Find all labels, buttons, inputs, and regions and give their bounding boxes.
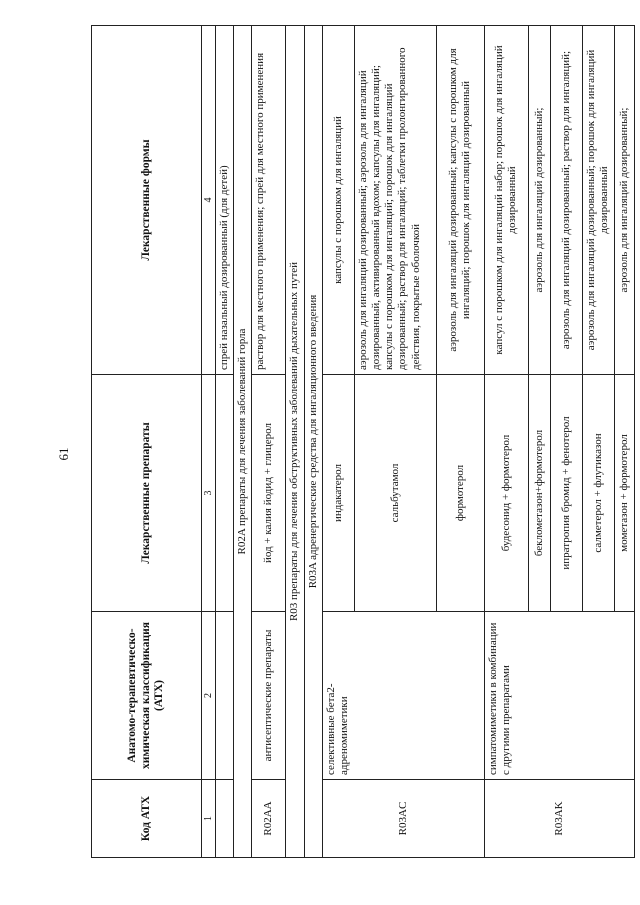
form-cell: раствор для местного применения; спрей для местного применения [252, 26, 286, 375]
section-row [234, 26, 252, 858]
drug-cell: формотерол [436, 375, 484, 612]
header-preparations: Лекарственные препараты [92, 375, 202, 612]
section-r03: R03 препараты для лечения обструктивных заболеваний дыхательных путей [286, 26, 304, 858]
table-row [322, 26, 354, 858]
form-cell: капсул с порошком для ингаляций набор; порошок для ингаляций дозированный [484, 26, 528, 375]
form-cell: аэрозоль для ингаляций дозированный; [528, 26, 550, 375]
atc-code: R03AK [484, 780, 634, 858]
classification-cell: селективные бета2-адреномиметики [322, 612, 484, 780]
drug-cell: беклометазон+формотерол [528, 375, 550, 612]
atc-code: R03AC [322, 780, 484, 858]
column-number: 4 [202, 26, 216, 375]
drug-cell: индакатерол [322, 375, 354, 612]
form-cell: спрей назальный дозированный (для детей) [216, 26, 234, 375]
drug-cell: будесонид + формотерол [484, 375, 528, 612]
header-forms: Лекарственные формы [92, 26, 202, 375]
section-r03a: R03A адренергические средства для ингаляционного введения [304, 26, 322, 858]
form-cell: аэрозоль для ингаляций дозированный; [614, 26, 634, 375]
form-cell: аэрозоль для ингаляций дозированный; порошок для ингаляций дозированный [582, 26, 614, 375]
drug-table [91, 25, 635, 858]
section-r02a: R02A препараты для лечения заболеваний горла [234, 26, 252, 858]
column-number: 1 [202, 780, 216, 858]
drug-cell: йод + калия йодид + глицерол [252, 375, 286, 612]
header-classification: Анатомо-терапевтическо-химическая классификация (АТХ) [92, 612, 202, 780]
table-row [484, 26, 528, 858]
table-row [216, 26, 234, 858]
section-row [304, 26, 322, 858]
column-number: 2 [202, 612, 216, 780]
form-cell: аэрозоль для ингаляций дозированный; аэрозоль для ингаляций дозированный, активированный вдохом; капсулы для ингаляций; капсулы с порошком для ингаляций; порошок для ингаляций дозированный; раствор для ингаляций; таблетки пролонгированного действия, покрытые оболочкой [354, 26, 436, 375]
form-cell: капсулы с порошком для ингаляций [322, 26, 354, 375]
drug-cell: салметерол + флутиказон [582, 375, 614, 612]
drug-cell: сальбутамол [354, 375, 436, 612]
classification-cell: антисептические препараты [252, 612, 286, 780]
header-code: Код АТХ [92, 780, 202, 858]
header-row [92, 26, 202, 858]
page-number: 61 [56, 447, 71, 461]
drug-cell: ипратропия бромид + фенотерол [550, 375, 582, 612]
drug-cell: мометазон + формотерол [614, 375, 634, 612]
column-number: 3 [202, 375, 216, 612]
section-row [286, 26, 304, 858]
atc-code: R02AA [252, 780, 286, 858]
column-number-row [202, 26, 216, 858]
form-cell: аэрозоль для ингаляций дозированный; капсулы с порошком для ингаляций; порошок для ингаляций дозированный [436, 26, 484, 375]
classification-cell: симпатомиметики в комбинации с другими препаратами [484, 612, 634, 780]
form-cell: аэрозоль для ингаляций дозированный; раствор для ингаляций; [550, 26, 582, 375]
drug-table-rotated [91, 26, 630, 858]
table-row [252, 26, 286, 858]
